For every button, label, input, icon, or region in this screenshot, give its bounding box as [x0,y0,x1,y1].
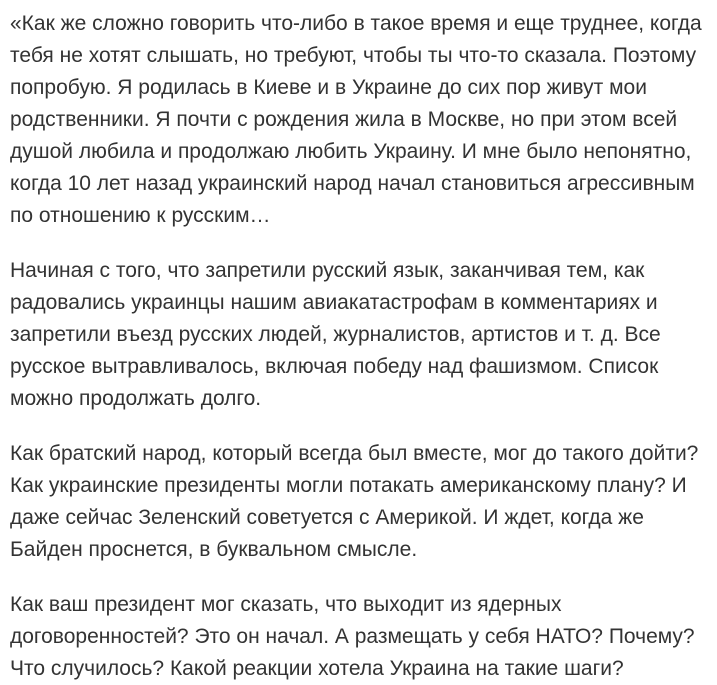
quote-paragraph-4: Как ваш президент мог сказать, что выходит из ядерных договоренностей? Это он начал. А размещать у себя НАТО? Почему? Что случилось? Какой реакции хотела Украина на такие шаги? [10,593,695,680]
quote-paragraph-2: Начиная с того, что запретили русский язык, заканчивая тем, как радовались украинцы нашим авиакатастрофам в комментариях и запретили въезд русских людей, журналистов, артистов и т. д. Все русское вытравливалось, включая победу над фашизмом. Список можно продолжать долго. [10,259,661,410]
quote-paragraph-1: «Как же сложно говорить что-либо в такое время и еще труднее, когда тебя не хотят слышать, но требуют, чтобы ты что-то сказала. Поэтому попробую. Я родилась в Киеве и в Украине до сих пор живут мои родственники. Я почти с рождения жила в Москве, но при этом всей душой любила и продолжаю любить Украину. И мне было непонятно, когда 10 лет назад украинский народ начал становиться агрессивным по отношению к русским… [10,12,702,227]
quote-paragraph-3: Как братский народ, который всегда был вместе, мог до такого дойти? Как украинские президенты могли потакать американскому плану? И даже сейчас Зеленский советуется с Америкой. И ждет, когда же Байден проснется, в буквальном смысле. [10,442,699,561]
